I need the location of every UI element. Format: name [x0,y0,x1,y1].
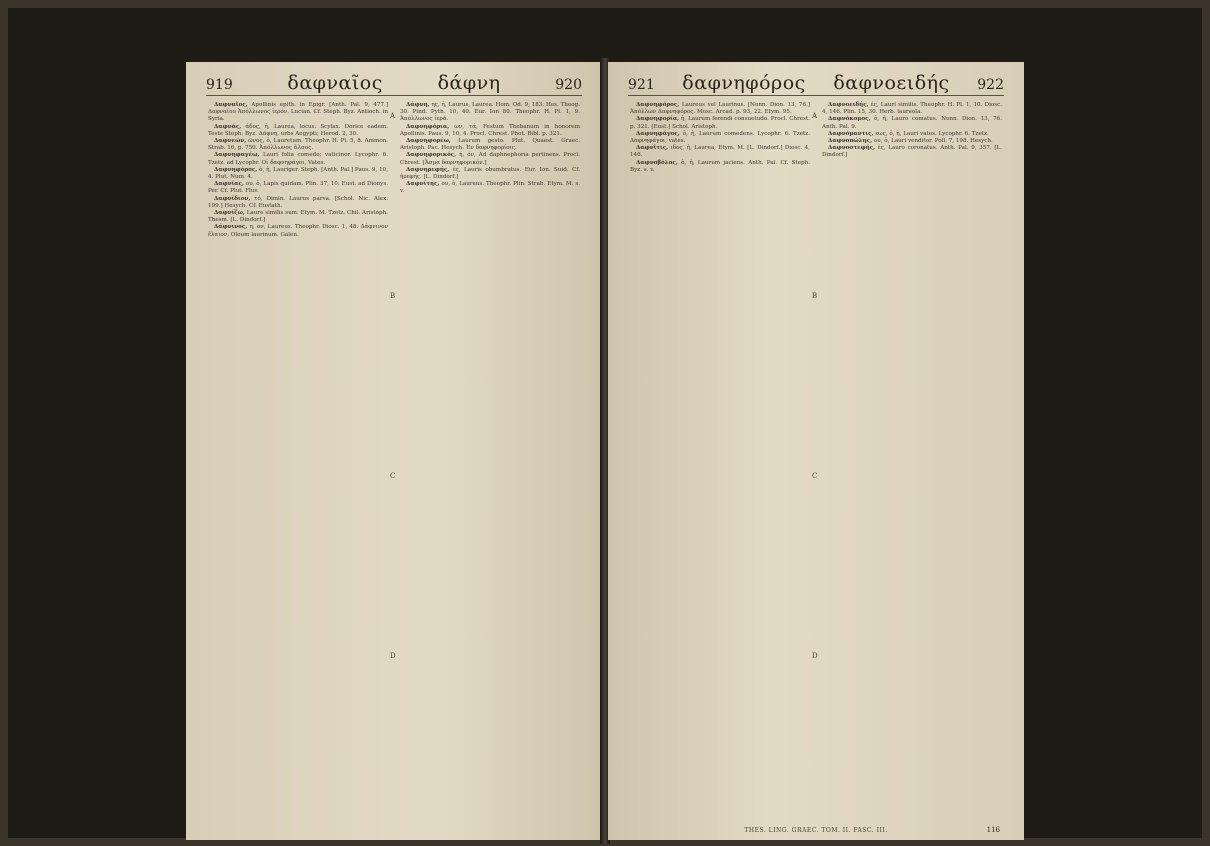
entry: Δαφνηφαγέω, Lauri folia comedo; vaticinor. Lycophr. 6. Tzetz. ad Lycophr. Οἱ δαφνηφάγοι, Vates. [208,152,389,166]
margin-letter: B [390,292,396,300]
entry: Δαφνηφόρος, Laureus vel Laurinus. [Nonn. Dion. 13, 76.] Ἀπόλλων Δαφνηφόρος. Mosc. Arcad. p. 93, 22. Etym. 95. [630,102,811,116]
entry: Δαφνηφόρια, ων, τά, Festum Thebanum in honorem Apollinis. Paus. 9, 10, 4. Procl. Chrest. Phot. Bibl. p. 321. [400,123,580,137]
entry: Δαφνόμαντις, εως, ὁ, ἡ, Lauri vates. Lycophr. 6. Tzetz. [828,130,989,137]
margin-letter: A [812,112,818,120]
headword-a: δαφνηφόρος [682,72,806,94]
margin-letters [390,102,398,820]
headword-b: δαφνοειδής [833,72,950,94]
entry: Δαφνοειδής, ές, Lauri similis. Theophr. H. Pl. 1, 10. Diosc. 4, 146. Plin. 15, 30. Herb. laureola. [822,102,1003,116]
page-footer: THES. LING. GRAEC. TOM. II. FASC. III. [744,827,888,834]
entry: Δαφνόκομος, ὁ, ἡ, Lauro comatus. Nonn. Dion. 13, 76. Anth. Pal. 9. [822,116,1002,130]
entry: Δαφνάς, άδος, ἡ, Laurea, locus. Scylax. Dorice eadem. Teste Steph. Byz. Δάφνη, urbs Aegypti; Herod. 2, 30. [208,123,389,137]
entry: Δάφνη, ης, ἡ, Laurus, Laurea. Hom. Od. 9, 183. Hes. Theog. 30. Pind. Pyth. 10, 40. Eur. Ion 80. Theophr. H. Pl. 1, 9. Ἀπόλλωνος ἱερά. [400,102,580,123]
entry: Δαφνίτης, ου, ὁ, Laureus. Theophr. Plin. Strab. Etym. M. s. v. [400,181,580,195]
entry: Δαφνηφορία, ἡ, Laurum ferendi consuetudo. Procl. Chrest. p. 321. [Eust.] Schol. Aristoph. [630,116,810,130]
entry: Δαφνίδιον, τό, Dimin. Laurus parva. [Schol. Nic. Alex. 199.] Hesych. Cf. Eustath. [208,195,389,209]
entry: Δαφνίας, ου, ὁ, Lapis quidam. Plin. 37, 10. Eust. ad Dionys. Per. Cf. Plut. Fluv. [208,181,388,195]
entry: Δαφνοστεφής, ές, Lauro coronatus. Anth. Pal. 9, 357. [L. Dindorf.] [822,145,1002,159]
left-column-a [208,102,388,820]
margin-letter: C [812,472,818,480]
entry: Δαφνεών, ῶνος, ὁ, Lauretum. Theophr. H. Pl. 5, 8. Ammon. Strab. 16, p. 750. Ἀπόλλωνος ἄλσος. [208,138,388,152]
entry: Δαφνηφόρος, ὁ, ἡ, Lauriger. Steph. [Anth. Pal.] Paus. 9, 10, 4. Plut. Num. 4. [208,166,389,181]
page-number-922: 922 [977,77,1004,93]
margin-letter: D [390,652,396,660]
entry: Δαφνῖτις, ιδος, ἡ, Laurea, Etym. M. [L. Dindorf.] Diosc. 4, 146. [630,145,810,159]
headword-b: δάφνη [437,72,501,94]
margin-letter: B [812,292,818,300]
margin-letters [812,102,820,820]
entry: Δαφνηρεφής, ές, Lauris obumbratus. Eur. Ion. Suid. Cf. ἠρεφής. [L. Dindorf.] [400,166,580,181]
entry: Δαφνηφορέω, Laurum gesto. Plut. Quaest. Graec. Aristoph. Pac. Hesych. Ἐν δαφνηφορίοις. [400,138,580,152]
left-page [186,62,602,840]
header-rule [628,95,1004,96]
headword-a: δαφναῖος [287,72,383,94]
entry: Δαφνοβόλος, ὁ, ἡ, Laurum jaciens. Anth. Pal. Cf. Steph. Byz. s. v. [630,159,810,173]
left-page-header [206,72,582,94]
margin-letter: C [390,472,396,480]
entry: Δαφνηφάγος, ὁ, ἡ, Laurum comedens. Lycophr. 6. Tzetz. Δαφνηφάγοι, vates. [630,130,811,145]
signature-number: 116 [986,826,1000,834]
right-column-a [630,102,810,820]
entry: Δαφναῖος, Apollinis epith. in Epigr. [Anth. Pal. 9, 477.] Δαφναίου Ἀπόλλωνος ἱερόν. Lucian. Cf. Steph. Byz. Antioch. in Syria. [208,102,389,123]
page-number-921: 921 [628,77,655,93]
entry: Δάφνινος, η, ον, Laureus. Theophr. Diosc. 1, 48. Δάφνινον ἔλαιον, Oleum laurinum. Galen. [208,224,388,238]
right-page [608,62,1024,840]
entry: Δαφνηφορικός, ή, όν, Ad daphnephoria pertinens. Procl. Chrest. [Ἆσμα δαφνηφορικόν.] [400,152,580,166]
entry: Δαφνίζω, Lauro similis sum. Etym. M. Tzetz. Chil. Aristoph. Thesm. [L. Dindorf.] [208,210,388,224]
page-number-919: 919 [206,77,233,93]
margin-letter: D [812,652,818,660]
left-column-b [400,102,580,820]
book-spread [8,8,1202,838]
margin-letter: A [390,112,396,120]
right-column-b [822,102,1002,820]
right-page-header [628,72,1004,94]
entry: Δαφνοπώλης, ου, ὁ, Lauri venditor. Poll. 7, 198. Hesych. [828,138,993,145]
header-rule [206,95,582,96]
page-number-920: 920 [555,77,582,93]
